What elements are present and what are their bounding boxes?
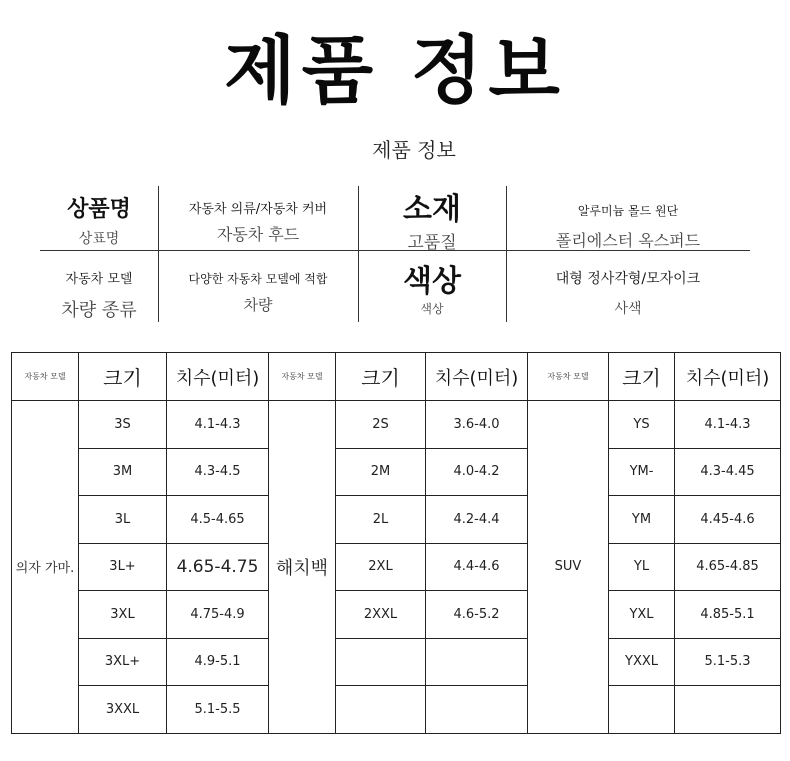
category-cell: 의자 가마. (12, 401, 79, 734)
size-cell: YXL (609, 591, 675, 639)
product-info-grid (40, 186, 750, 322)
material-value-sub: 폴리에스터 옥스퍼드 (555, 231, 701, 250)
header-size: 크기 (336, 353, 426, 401)
color-sub: 색상 (420, 302, 444, 316)
page-title: 제품 정보 (224, 28, 566, 114)
car-model-label: 자동차 모델 (65, 272, 133, 287)
size-chart-table (11, 352, 781, 734)
dimension-cell: 4.45-4.6 (675, 496, 781, 544)
material-label: 소재 (403, 192, 461, 227)
header-car-model: 자동차 모델 (269, 353, 336, 401)
color-value: 대형 정사각형/모자이크 (555, 271, 701, 287)
dimension-cell: 4.1-4.3 (167, 401, 269, 449)
header-dimension: 치수(미터) (675, 353, 781, 401)
table-row (12, 638, 781, 686)
car-model-sub: 차량 종류 (61, 300, 137, 321)
category-cell: SUV (528, 401, 609, 734)
size-cell: 2M (336, 448, 426, 496)
size-cell: 2XXL (336, 591, 426, 639)
dimension-cell: 4.75-4.9 (167, 591, 269, 639)
product-name-value-sub: 자동차 후드 (216, 225, 300, 244)
size-cell: YM (609, 496, 675, 544)
size-cell: 3M (79, 448, 167, 496)
dimension-cell: 4.5-4.65 (167, 496, 269, 544)
dimension-cell: 4.6-5.2 (426, 591, 528, 639)
dimension-cell: 5.1-5.5 (167, 686, 269, 734)
table-row (12, 448, 781, 496)
material-sub: 고품질 (407, 233, 457, 253)
header-dimension: 치수(미터) (426, 353, 528, 401)
size-cell: YXXL (609, 638, 675, 686)
header-size: 크기 (609, 353, 675, 401)
dimension-cell: 4.65-4.75 (167, 543, 269, 591)
color-value-sub: 사색 (614, 301, 642, 317)
dimension-cell (426, 686, 528, 734)
header-size: 크기 (79, 353, 167, 401)
product-name-value: 자동차 의류/자동차 커버 (188, 202, 328, 217)
dimension-cell: 4.1-4.3 (675, 401, 781, 449)
size-cell (336, 638, 426, 686)
product-name-label: 상품명 (67, 197, 131, 222)
size-cell: 3XL+ (79, 638, 167, 686)
header-dimension: 치수(미터) (167, 353, 269, 401)
size-cell: 2XL (336, 543, 426, 591)
car-model-value-sub: 차량 (243, 296, 273, 314)
dimension-cell: 4.85-5.1 (675, 591, 781, 639)
size-cell: YS (609, 401, 675, 449)
size-cell: 3L (79, 496, 167, 544)
size-cell: 3XXL (79, 686, 167, 734)
size-cell (609, 686, 675, 734)
table-row (12, 591, 781, 639)
section-subtitle: 제품 정보 (372, 138, 456, 162)
size-cell (336, 686, 426, 734)
dimension-cell: 5.1-5.3 (675, 638, 781, 686)
color-label: 색상 (403, 264, 461, 299)
size-cell: 3XL (79, 591, 167, 639)
dimension-cell: 4.65-4.85 (675, 543, 781, 591)
size-cell: 3S (79, 401, 167, 449)
dimension-cell: 4.0-4.2 (426, 448, 528, 496)
dimension-cell (426, 638, 528, 686)
category-cell: 해치백 (269, 401, 336, 734)
size-cell: YM- (609, 448, 675, 496)
size-cell: YL (609, 543, 675, 591)
car-model-value: 다양한 자동차 모델에 적합 (188, 272, 328, 286)
dimension-cell (675, 686, 781, 734)
dimension-cell: 4.3-4.45 (675, 448, 781, 496)
header-car-model: 자동차 모델 (528, 353, 609, 401)
product-name-sub: 상표명 (78, 231, 120, 247)
material-value: 알루미늄 몰드 원단 (577, 204, 679, 218)
size-cell: 3L+ (79, 543, 167, 591)
dimension-cell: 4.2-4.4 (426, 496, 528, 544)
size-cell: 2S (336, 401, 426, 449)
table-header-row (12, 353, 781, 401)
dimension-cell: 4.4-4.6 (426, 543, 528, 591)
header-car-model: 자동차 모델 (12, 353, 79, 401)
dimension-cell: 4.3-4.5 (167, 448, 269, 496)
dimension-cell: 4.9-5.1 (167, 638, 269, 686)
size-cell: 2L (336, 496, 426, 544)
table-row (12, 543, 781, 591)
table-row (12, 686, 781, 734)
dimension-cell: 3.6-4.0 (426, 401, 528, 449)
table-row (12, 496, 781, 544)
table-row (12, 401, 781, 449)
